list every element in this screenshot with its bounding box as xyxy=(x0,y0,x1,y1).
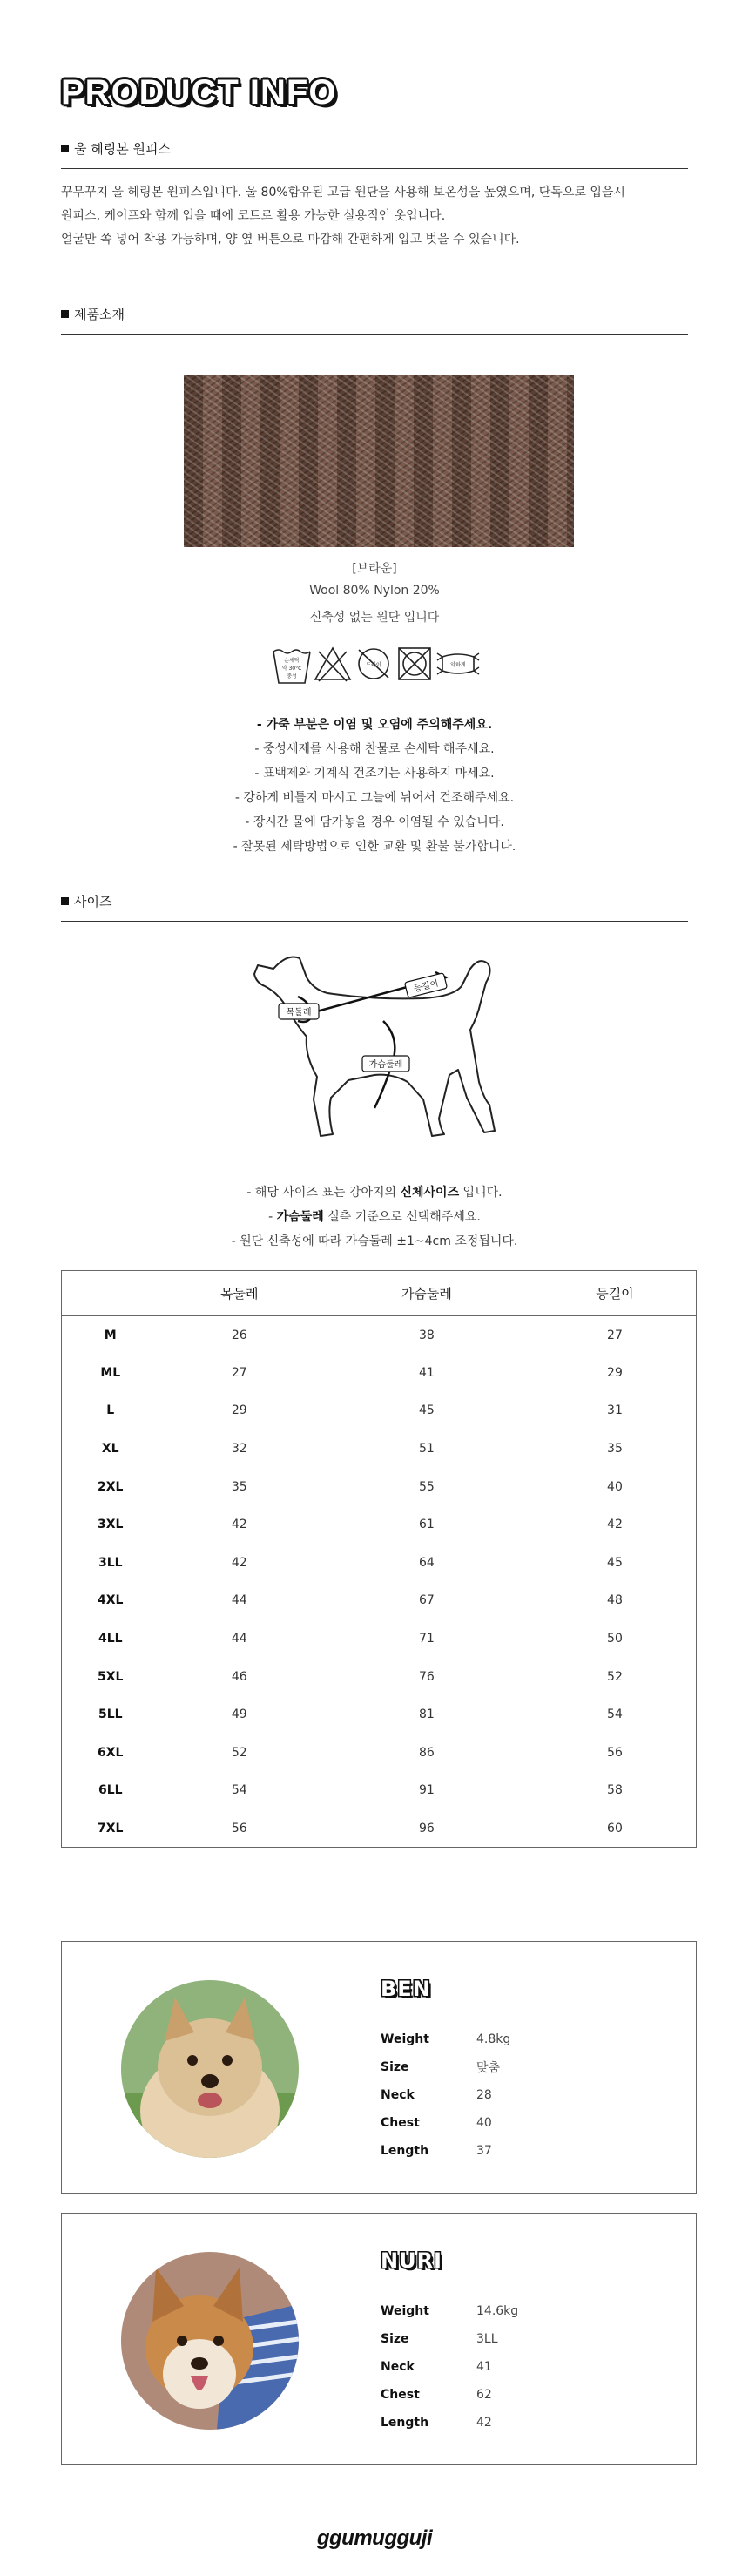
measurement-cell: 26 xyxy=(231,1328,247,1342)
measurement-cell: 31 xyxy=(607,1403,623,1418)
size-note-text: - 원단 신축성에 따라 가슴둘레 ±1~4cm 조정됩니다. xyxy=(231,1234,518,1248)
size-cell: ML xyxy=(100,1365,121,1380)
square-bullet-icon xyxy=(61,897,69,905)
size-table-row xyxy=(62,1316,697,1355)
measurement-cell: 40 xyxy=(607,1479,623,1494)
length-col-header: 등길이 xyxy=(534,1271,697,1316)
size-cell: 3XL xyxy=(98,1518,124,1532)
size-note xyxy=(0,1229,749,1254)
measurement-cell: 44 xyxy=(231,1593,247,1608)
care-note-item: - 표백제와 기계식 건조기는 사용하지 마세요. xyxy=(254,767,495,781)
nuri-dog-photo xyxy=(121,2252,299,2430)
measurement-cell: 51 xyxy=(419,1442,435,1457)
measurement-cell: 44 xyxy=(231,1632,247,1646)
brand-logo: ggumugguji xyxy=(316,2526,433,2550)
model-name: BEN xyxy=(381,1977,431,2001)
measurement-cell: 76 xyxy=(419,1669,435,1684)
material-heading-text: 제품소재 xyxy=(74,307,125,322)
measurement-cell: 54 xyxy=(607,1707,623,1722)
product-heading-text: 울 헤링본 원피스 xyxy=(74,141,171,157)
stat-value: 3LL xyxy=(476,2332,498,2346)
size-cell: 4XL xyxy=(98,1593,124,1608)
care-notes xyxy=(0,713,749,859)
description-line: 원피스, 케이프와 함께 입을 때에 코트로 활용 가능한 실용적인 옷입니다. xyxy=(61,209,446,223)
size-heading-text: 사이즈 xyxy=(74,894,112,909)
measurement-cell: 56 xyxy=(231,1821,247,1836)
fabric-color-name: [브라운] xyxy=(352,562,397,576)
size-cell: 5XL xyxy=(98,1669,124,1684)
stat-key: Chest xyxy=(381,2388,420,2402)
no-wring-label: 약하게 xyxy=(450,662,466,668)
stat-row xyxy=(381,2137,510,2165)
care-note-item: - 장시간 물에 담가놓을 경우 이염될 수 있습니다. xyxy=(245,815,504,829)
stat-value: 4.8kg xyxy=(476,2032,511,2046)
fabric-composition: Wool 80% Nylon 20% xyxy=(309,584,440,598)
measurement-cell: 52 xyxy=(607,1669,623,1684)
fabric-stretch-note: 신축성 없는 원단 입니다 xyxy=(309,611,440,625)
measurement-cell: 81 xyxy=(419,1707,435,1722)
size-note-text: - 해당 사이즈 표는 강아지의 xyxy=(246,1186,401,1200)
measurement-cell: 45 xyxy=(419,1403,435,1418)
size-cell: 6XL xyxy=(98,1745,124,1760)
stat-key: Length xyxy=(381,2416,429,2430)
model-stats xyxy=(381,2297,518,2437)
stat-key: Neck xyxy=(381,2360,415,2374)
measurement-cell: 86 xyxy=(419,1745,435,1760)
no-bleach-icon xyxy=(314,645,352,683)
hand-wash-icon xyxy=(272,641,312,686)
measurement-cell: 50 xyxy=(607,1632,623,1646)
measurement-cell: 27 xyxy=(231,1365,247,1380)
product-description xyxy=(61,181,688,252)
stat-value: 28 xyxy=(476,2088,492,2102)
measurement-cell: 64 xyxy=(419,1555,435,1570)
model-card-ben xyxy=(61,1941,697,2194)
description-line: 얼굴만 쏙 넣어 착용 가능하며, 양 옆 버튼으로 마감해 간편하게 입고 벗을 수 있습니다. xyxy=(61,233,520,247)
measurement-cell: 27 xyxy=(607,1328,623,1342)
square-bullet-icon xyxy=(61,310,69,318)
measurement-cell: 49 xyxy=(231,1707,247,1722)
care-warning: - 가죽 부분은 이염 및 오염에 주의해주세요. xyxy=(256,718,493,732)
size-table-header-row xyxy=(62,1271,697,1316)
size-table-row xyxy=(62,1809,697,1848)
material-section-heading xyxy=(61,305,688,335)
measurement-cell: 45 xyxy=(607,1555,623,1570)
measurement-cell: 42 xyxy=(607,1518,623,1532)
model-card-nuri xyxy=(61,2213,697,2465)
measurement-cell: 35 xyxy=(231,1479,247,1494)
measurement-cell: 58 xyxy=(607,1783,623,1798)
measurement-cell: 56 xyxy=(607,1745,623,1760)
dog-measurement-diagram xyxy=(253,951,505,1167)
size-col-header xyxy=(62,1271,159,1316)
no-iron-label: 드라이 xyxy=(366,662,381,668)
size-table-row xyxy=(62,1695,697,1734)
stat-key: Size xyxy=(381,2332,409,2346)
model-stats xyxy=(381,2025,510,2165)
stat-key: Weight xyxy=(381,2304,429,2318)
stat-value: 14.6kg xyxy=(476,2304,519,2318)
stat-key: Length xyxy=(381,2144,429,2158)
length-label: 등길이 xyxy=(412,978,440,995)
measurement-cell: 42 xyxy=(231,1518,247,1532)
size-table-row xyxy=(62,1468,697,1506)
stat-key: Chest xyxy=(381,2116,420,2130)
size-notes xyxy=(0,1180,749,1254)
care-note-item: - 강하게 비틀지 마시고 그늘에 뉘어서 건조해주세요. xyxy=(234,791,515,805)
ben-dog-photo xyxy=(121,1980,299,2158)
measurement-cell: 29 xyxy=(231,1403,247,1418)
size-note-bold: 신체사이즈 xyxy=(400,1186,460,1200)
neck-label: 목둘레 xyxy=(286,1008,312,1018)
size-cell: 3LL xyxy=(98,1555,123,1570)
stat-row xyxy=(381,2053,510,2081)
size-table-row xyxy=(62,1430,697,1468)
measurement-cell: 54 xyxy=(231,1783,247,1798)
size-table xyxy=(61,1270,697,1848)
no-tumble-dry-icon xyxy=(395,645,434,683)
neck-col-header: 목둘레 xyxy=(159,1271,320,1316)
measurement-cell: 60 xyxy=(607,1821,623,1836)
stat-row xyxy=(381,2025,510,2053)
hand-wash-label: 손세탁 xyxy=(284,658,300,664)
model-name: NURI xyxy=(381,2248,442,2273)
size-cell: 6LL xyxy=(98,1783,123,1798)
measurement-cell: 41 xyxy=(419,1365,435,1380)
size-note-text: 실측 기준으로 선택해주세요. xyxy=(323,1210,481,1224)
size-table-row xyxy=(62,1734,697,1772)
size-cell: 7XL xyxy=(98,1821,124,1836)
chest-col-header: 가슴둘레 xyxy=(320,1271,534,1316)
size-note-text: - xyxy=(268,1210,277,1224)
hand-wash-detergent: 중성 xyxy=(287,673,297,679)
size-table-row xyxy=(62,1658,697,1696)
measurement-cell: 61 xyxy=(419,1518,435,1532)
size-note-text: 입니다. xyxy=(459,1186,503,1200)
measurement-cell: 67 xyxy=(419,1593,435,1608)
size-table-row xyxy=(62,1392,697,1430)
stat-row xyxy=(381,2081,510,2109)
size-cell: 5LL xyxy=(98,1707,123,1722)
size-cell: 2XL xyxy=(98,1479,124,1494)
chest-label: 가슴둘레 xyxy=(368,1060,403,1070)
stat-row xyxy=(381,2409,518,2437)
no-iron-icon xyxy=(354,645,394,683)
fabric-swatch-image xyxy=(184,375,574,547)
size-cell: 4LL xyxy=(98,1632,123,1646)
stat-value: 41 xyxy=(476,2360,492,2374)
measurement-cell: 96 xyxy=(419,1821,435,1836)
size-table-row xyxy=(62,1544,697,1582)
size-cell: M xyxy=(104,1328,117,1342)
size-table-row xyxy=(62,1354,697,1392)
size-note xyxy=(0,1205,749,1229)
size-section-heading xyxy=(61,892,688,922)
stat-row xyxy=(381,2381,518,2409)
measurement-cell: 46 xyxy=(231,1669,247,1684)
size-table-row xyxy=(62,1582,697,1620)
care-note-item: - 잘못된 세탁방법으로 인한 교환 및 환불 불가합니다. xyxy=(233,840,516,854)
measurement-cell: 38 xyxy=(419,1328,435,1342)
measurement-cell: 91 xyxy=(419,1783,435,1798)
care-note-item: - 중성세제를 사용해 찬물로 손세탁 해주세요. xyxy=(254,742,495,756)
no-wring-icon xyxy=(435,645,481,683)
size-cell: XL xyxy=(101,1442,119,1457)
measurement-cell: 29 xyxy=(607,1365,623,1380)
size-note xyxy=(0,1180,749,1205)
size-table-row xyxy=(62,1772,697,1810)
size-table-row xyxy=(62,1505,697,1544)
product-section-heading xyxy=(61,139,688,169)
measurement-cell: 48 xyxy=(607,1593,623,1608)
hand-wash-temp: 약 30°C xyxy=(281,666,302,672)
stat-key: Size xyxy=(381,2060,409,2074)
measurement-cell: 71 xyxy=(419,1632,435,1646)
stat-row xyxy=(381,2353,518,2381)
size-cell: L xyxy=(106,1403,115,1418)
measurement-cell: 42 xyxy=(231,1555,247,1570)
measurement-cell: 55 xyxy=(419,1479,435,1494)
stat-key: Neck xyxy=(381,2088,415,2102)
stat-key: Weight xyxy=(381,2032,429,2046)
description-line: 꾸무꾸지 울 헤링본 원피스입니다. 울 80%함유된 고급 원단을 사용해 보온성을 높였으며, 단독으로 입을시 xyxy=(61,186,625,199)
measurement-cell: 35 xyxy=(607,1442,623,1457)
measurement-cell: 52 xyxy=(231,1745,247,1760)
stat-value: 맞춤 xyxy=(476,2061,501,2075)
stat-value: 62 xyxy=(476,2388,492,2402)
stat-row xyxy=(381,2109,510,2137)
size-table-row xyxy=(62,1619,697,1658)
page-title: PRODUCT INFO xyxy=(61,73,337,112)
stat-value: 42 xyxy=(476,2416,492,2430)
stat-row xyxy=(381,2325,518,2353)
stat-value: 37 xyxy=(476,2144,492,2158)
square-bullet-icon xyxy=(61,145,69,152)
stat-row xyxy=(381,2297,518,2325)
care-icons-row xyxy=(272,641,481,686)
size-note-bold: 가슴둘레 xyxy=(276,1210,324,1224)
stat-value: 40 xyxy=(476,2116,492,2130)
measurement-cell: 32 xyxy=(231,1442,247,1457)
